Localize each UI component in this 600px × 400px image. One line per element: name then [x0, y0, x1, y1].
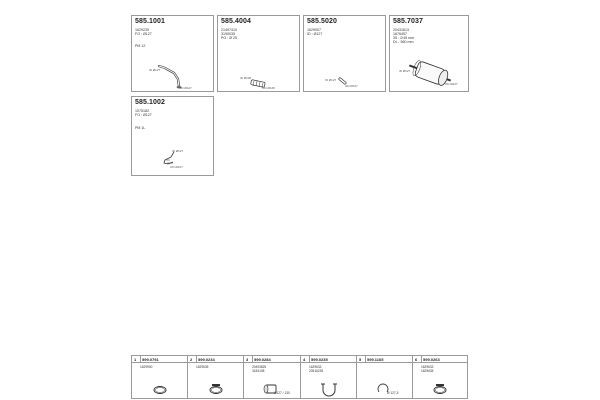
part-spec: DL : 560 mm: [393, 40, 414, 44]
diameter-label: ID Ø127: [149, 68, 161, 72]
part-card-585-1002[interactable]: [131, 96, 214, 176]
part-number: 3190035: [221, 32, 235, 36]
diameter-label: OD Ø128: [262, 86, 275, 90]
clamp-icon: [244, 356, 301, 400]
diameter-label: OD Ø127: [345, 84, 358, 88]
part-spec: PM 1L: [135, 126, 146, 130]
accessory-part-599-0284[interactable]: [244, 356, 301, 398]
clamp-icon: [357, 356, 413, 400]
position-number: 4: [303, 357, 306, 362]
diameter-label: ID Ø127: [172, 149, 184, 153]
accessory-code: 599.0263: [423, 357, 440, 362]
clamp-icon: [188, 356, 244, 400]
accessory-number: 1629633: [421, 365, 434, 369]
part-code: 585.1001: [135, 18, 165, 25]
flexible-pipe-drawing: [218, 16, 301, 93]
clamp-icon: [413, 356, 467, 400]
part-card-585-4004[interactable]: [217, 15, 300, 92]
accessory-parts-strip: [131, 355, 468, 399]
u-bolt-icon: [301, 356, 357, 400]
diameter-label: ID Ø126: [240, 76, 252, 80]
accessory-number: 1629633: [309, 365, 322, 369]
diameter-label: OD Ø127: [170, 165, 183, 169]
part-number: 1629239: [135, 28, 149, 32]
accessory-code: 599.0284: [254, 357, 271, 362]
accessory-number: 1629900: [140, 365, 153, 369]
position-number: 5: [359, 357, 362, 362]
part-spec: PM 12: [135, 44, 146, 48]
part-number: 20431613: [393, 28, 409, 32]
accessory-part-599-0235[interactable]: [301, 356, 357, 398]
part-spec: 35 : ∅45 mm: [393, 36, 415, 40]
part-card-585-5020[interactable]: [303, 15, 386, 92]
clamp-icon: [132, 356, 188, 400]
diameter-label: Ø 127,5: [387, 391, 399, 395]
part-number: 21497410: [221, 28, 237, 32]
silencer-drawing: [390, 16, 470, 93]
accessory-number: 20516235: [309, 369, 324, 373]
part-spec: FO : Ø127: [135, 32, 152, 36]
diameter-label: ID Ø127: [399, 69, 411, 73]
diameter-label: ID Ø127: [325, 78, 337, 82]
part-code: 585.4004: [221, 18, 251, 25]
part-spec: PO : Ø 25: [221, 36, 237, 40]
accessory-number: 1629635: [421, 369, 434, 373]
diameter-label: OD Ø127: [179, 86, 192, 90]
part-spec: FO : Ø127: [135, 113, 152, 117]
part-number: 1676457: [393, 32, 407, 36]
part-code: 585.1002: [135, 99, 165, 106]
part-number: 1075182: [135, 109, 149, 113]
exhaust-bend-pipe-drawing: [132, 16, 215, 93]
part-card-585-1001[interactable]: [131, 15, 214, 92]
accessory-code: 599.1165: [367, 357, 384, 362]
accessory-number: 1629635: [196, 365, 209, 369]
part-card-585-7037[interactable]: [389, 15, 469, 92]
diameter-label: OD Ø127: [445, 82, 458, 86]
accessory-part-599-1165[interactable]: [357, 356, 413, 398]
diameter-label: Ø127 / 130: [274, 391, 290, 395]
position-number: 1: [134, 357, 137, 362]
part-code: 585.5020: [307, 18, 337, 25]
position-number: 3: [246, 357, 249, 362]
position-number: 6: [415, 357, 418, 362]
accessory-number: 3184108: [252, 369, 265, 373]
accessory-part-599-0263[interactable]: [413, 356, 467, 398]
accessory-code: 599.0235: [311, 357, 328, 362]
straight-pipe-drawing: [304, 16, 387, 93]
position-number: 2: [190, 357, 193, 362]
accessory-code: 599.0234: [198, 357, 215, 362]
accessory-number: 20493825: [252, 365, 267, 369]
accessory-part-599-0234[interactable]: [188, 356, 244, 398]
part-code: 585.7037: [393, 18, 423, 25]
part-spec: ID : Ø127: [307, 32, 323, 36]
accessory-part-599-0791[interactable]: [132, 356, 188, 398]
accessory-code: 599.0791: [142, 357, 159, 362]
part-number: 1629007: [307, 28, 321, 32]
